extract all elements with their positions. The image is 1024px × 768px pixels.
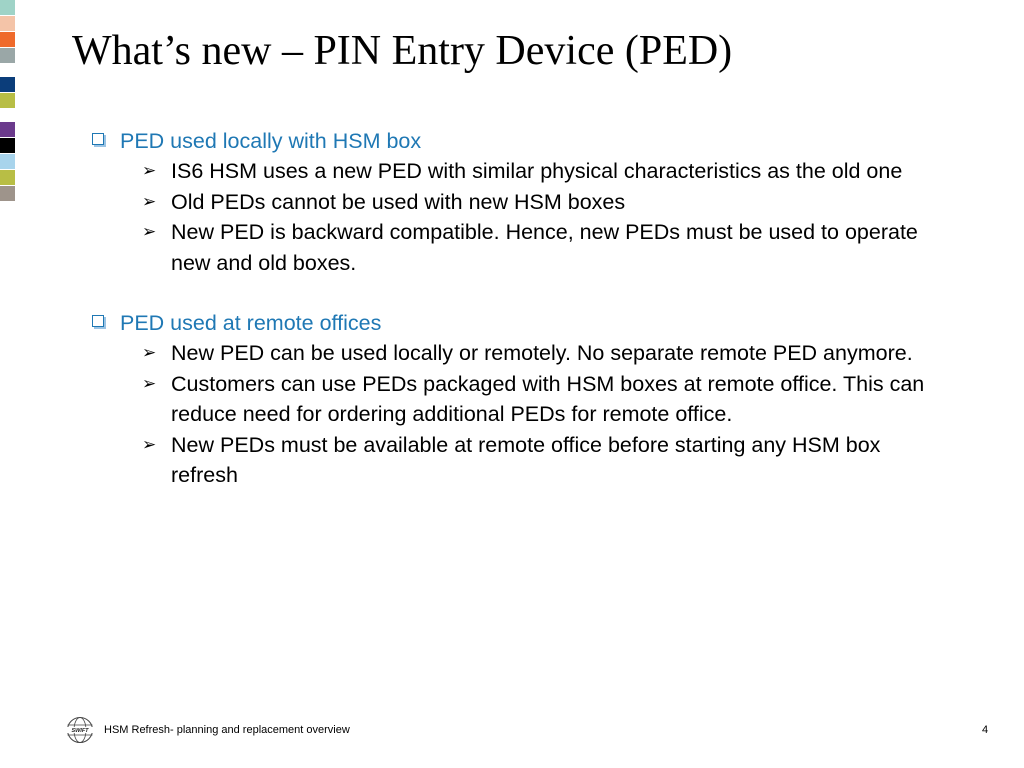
color-stripe-gap xyxy=(0,109,15,121)
swift-globe-logo-icon xyxy=(66,716,94,744)
color-stripe xyxy=(0,77,15,92)
arrow-bullet-icon: ➢ xyxy=(142,161,157,180)
color-stripe xyxy=(0,186,15,201)
section-heading-text: PED used locally with HSM box xyxy=(120,129,422,153)
arrow-bullet-icon: ➢ xyxy=(142,191,157,211)
color-stripe xyxy=(0,170,15,185)
slide-content xyxy=(90,126,960,521)
section-heading xyxy=(90,308,960,338)
footer-text: HSM Refresh- planning and replacement overview xyxy=(104,724,350,736)
list-item: ➢ Old PEDs cannot be used with new HSM boxes xyxy=(90,187,960,218)
logo-text: SWIFT xyxy=(71,728,89,734)
color-stripe-gap xyxy=(0,64,15,76)
arrow-bullet-icon: ➢ xyxy=(142,434,157,454)
page-number: 4 xyxy=(982,724,989,736)
arrow-bullet-icon: ➢ xyxy=(142,343,157,362)
bullet-list xyxy=(90,156,960,278)
color-stripe xyxy=(0,138,15,153)
slide-title: What’s new – PIN Entry Device (PED) xyxy=(72,28,733,74)
list-item: ➢ New PED can be used locally or remotely. No separate remote PED anymore. xyxy=(90,338,960,369)
color-stripe xyxy=(0,48,15,63)
list-item: ➢ IS6 HSM uses a new PED with similar physical characteristics as the old one xyxy=(90,156,960,187)
color-stripe xyxy=(0,16,15,31)
color-stripe xyxy=(0,32,15,47)
color-stripe xyxy=(0,0,15,15)
color-stripe-bar xyxy=(0,0,15,202)
list-item: ➢ Customers can use PEDs packaged with HSM boxes at remote office. This can reduce need for ordering additional PEDs for remote office. xyxy=(90,369,960,430)
color-stripe xyxy=(0,122,15,137)
section-heading xyxy=(90,126,960,156)
bullet-list xyxy=(90,338,960,491)
square-bullet-icon xyxy=(92,315,104,327)
list-item: ➢ New PEDs must be available at remote office before starting any HSM box refresh xyxy=(90,430,960,491)
section-remote xyxy=(90,308,960,491)
color-stripe xyxy=(0,154,15,169)
arrow-bullet-icon: ➢ xyxy=(142,222,157,241)
arrow-bullet-icon: ➢ xyxy=(142,373,157,393)
square-bullet-icon xyxy=(92,133,104,145)
color-stripe xyxy=(0,93,15,108)
list-item: ➢ New PED is backward compatible. Hence, new PEDs must be used to operate new and old boxes. xyxy=(90,217,960,278)
section-local xyxy=(90,126,960,278)
section-heading-text: PED used at remote offices xyxy=(120,311,382,335)
